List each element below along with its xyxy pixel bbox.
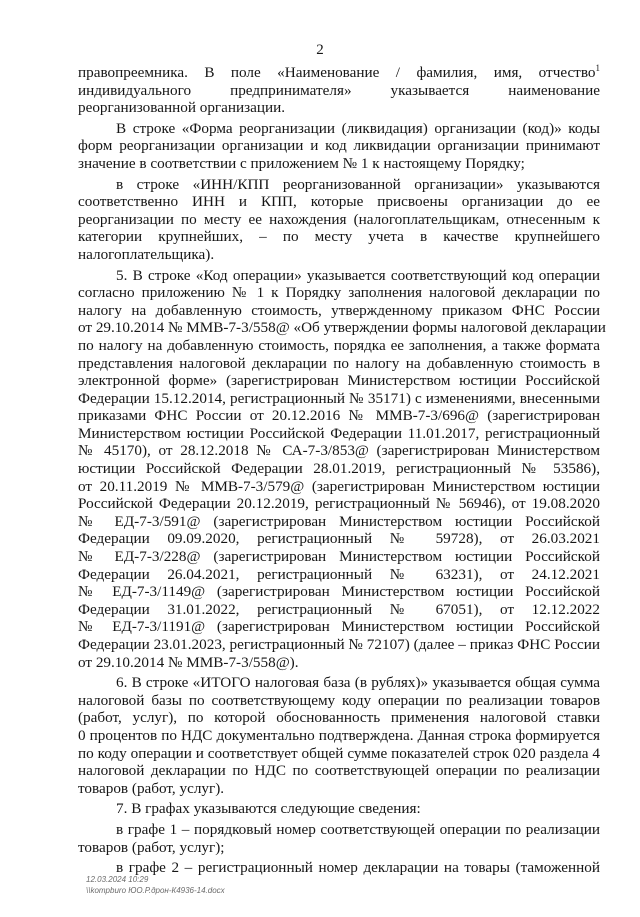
text-line: реорганизованной организации. (78, 99, 286, 117)
text-line: Федерации 31.01.2022, регистрационный № 67051), от 12.12.2022 (78, 600, 600, 618)
text-line: № ЕД-7-3/1191@ (зарегистрирован Министерством юстиции Российской (78, 618, 600, 636)
document-body (78, 60, 606, 877)
text-line: в графе 2 – регистрационный номер декларации на товары (таможенной (116, 859, 600, 877)
text-line: от 20.11.2019 № ММВ-7-3/579@ (зарегистрирован Министерством юстиции (78, 477, 600, 495)
text-line: значение в соответствии с приложением № 1 к настоящему Порядку; (78, 154, 525, 172)
paragraph-7-columns (78, 800, 600, 818)
text-line: товаров (работ, услуг). (78, 779, 225, 797)
text-line: Федерации 26.04.2021, регистрационный № 63231), от 24.12.2021 (78, 565, 600, 583)
text-line: реорганизации по месту ее нахождения (налогоплательщикам, отнесенным к (78, 210, 600, 228)
text-line: Федерации 23.01.2023, регистрационный № 72107) (далее – приказ ФНС России (78, 636, 600, 653)
text-line: Министерством юстиции Российской Федерации 11.01.2017, регистрационный (78, 424, 600, 442)
text-line: форм реорганизации организации и код ликвидации организации принимают (78, 137, 600, 155)
text-line: в строке «ИНН/КПП реорганизованной организации» указываются (116, 175, 600, 193)
text-line: (работ, услуг), по которой обоснованность применения налоговой ставки (78, 709, 600, 727)
text-line: электронной форме» (зарегистрирован Министерством юстиции Российской (78, 372, 600, 390)
text-line: № ЕД-7-3/591@ (зарегистрирован Министерством юстиции Российской (78, 512, 600, 530)
document-footer (86, 874, 225, 896)
footer-timestamp: 12.03.2024 10:29 (86, 875, 149, 884)
text-line: по налогу на добавленную стоимость, порядка ее заполнения, а также формата (78, 336, 600, 354)
text-line: от 29.10.2014 № ММВ-7-3/558@ «Об утверждении формы налоговой декларации (78, 319, 606, 337)
text-line: 0 процентов по НДС документально подтверждена. Данная строка формируется (78, 726, 600, 744)
text-line: 6. В строке «ИТОГО налоговая база (в рублях)» указывается общая сумма (116, 674, 600, 692)
text-line: приказами ФНС России от 20.12.2016 № ММВ-7-3/696@ (зарегистрирован (78, 407, 600, 425)
text-line: в графе 1 – порядковый номер соответствующей операции по реализации (116, 820, 600, 838)
text-line: по коду операции и соответствует общей сумме показателей строк 020 раздела 4 (78, 744, 600, 762)
paragraph-column-1 (78, 821, 600, 856)
text-line: товаров (работ, услуг); (78, 838, 225, 856)
text-line: № 45170), от 28.12.2018 № СА-7-3/853@ (зарегистрирован Министерством (78, 442, 600, 460)
text-line: соответственно ИНН и КПП, которые присвоены организации до ее (78, 193, 600, 211)
text-line: налогу на добавленную стоимость, утвержденному приказом ФНС России (78, 301, 600, 319)
paragraph-reorg-form (78, 120, 600, 173)
text-line: налоговой декларации по НДС по соответствующей операции по реализации (78, 762, 600, 780)
text-line: представления налоговой декларации по налогу на добавленную стоимость в (78, 354, 600, 372)
text-line: юстиции Российской Федерации 28.01.2019, регистрационный № 53586), (78, 460, 600, 478)
text-line: В строке «Форма реорганизации (ликвидация) организации (код)» коды (116, 119, 600, 137)
text-line: согласно приложению № 1 к Порядку заполнения налоговой декларации по (78, 284, 600, 302)
text-line: налогоплательщика). (78, 245, 215, 263)
text-line: Федерации 15.12.2014, регистрационный № 35171) с изменениями, внесенными (78, 389, 600, 407)
footer-file-path: \\kompburo ЮО.Р.дрон-К4936-14.docx (86, 886, 225, 895)
paragraph-6-total-tax-base (78, 674, 600, 797)
page-number: 2 (316, 42, 324, 58)
text-line: категории крупнейших, – по месту учета в качестве крупнейшего (78, 228, 600, 246)
text-line: Российской Федерации 20.12.2019, регистрационный № 56946), от 19.08.2020 (78, 495, 600, 513)
text-line: № ЕД-7-3/1149@ (зарегистрирован Министерством юстиции Российской (78, 583, 600, 601)
text-line: Федерации 09.09.2020, регистрационный № 59728), от 26.03.2021 (78, 530, 600, 548)
text-line: налоговой базы по соответствующему коду операции по реализации товаров (78, 691, 600, 709)
paragraph-5-operation-code (78, 266, 606, 672)
footnote-mark: 1 (595, 63, 600, 73)
paragraph-successor (78, 60, 600, 117)
text-line: 7. В графах указываются следующие сведения: (116, 800, 421, 818)
text-line: правопреемника. В поле «Наименование / фамилия, имя, отчество$^1$ (78, 63, 600, 81)
paragraph-inn-kpp (78, 176, 600, 264)
text-line: 5. В строке «Код операции» указывается соответствующий код операции (116, 266, 600, 284)
text-line: № ЕД-7-3/228@ (зарегистрирован Министерством юстиции Российской (78, 548, 600, 566)
text-line: индивидуального предпринимателя» указывается наименование (78, 81, 600, 99)
text-line: от 29.10.2014 № ММВ-7-3/558@). (78, 653, 299, 671)
